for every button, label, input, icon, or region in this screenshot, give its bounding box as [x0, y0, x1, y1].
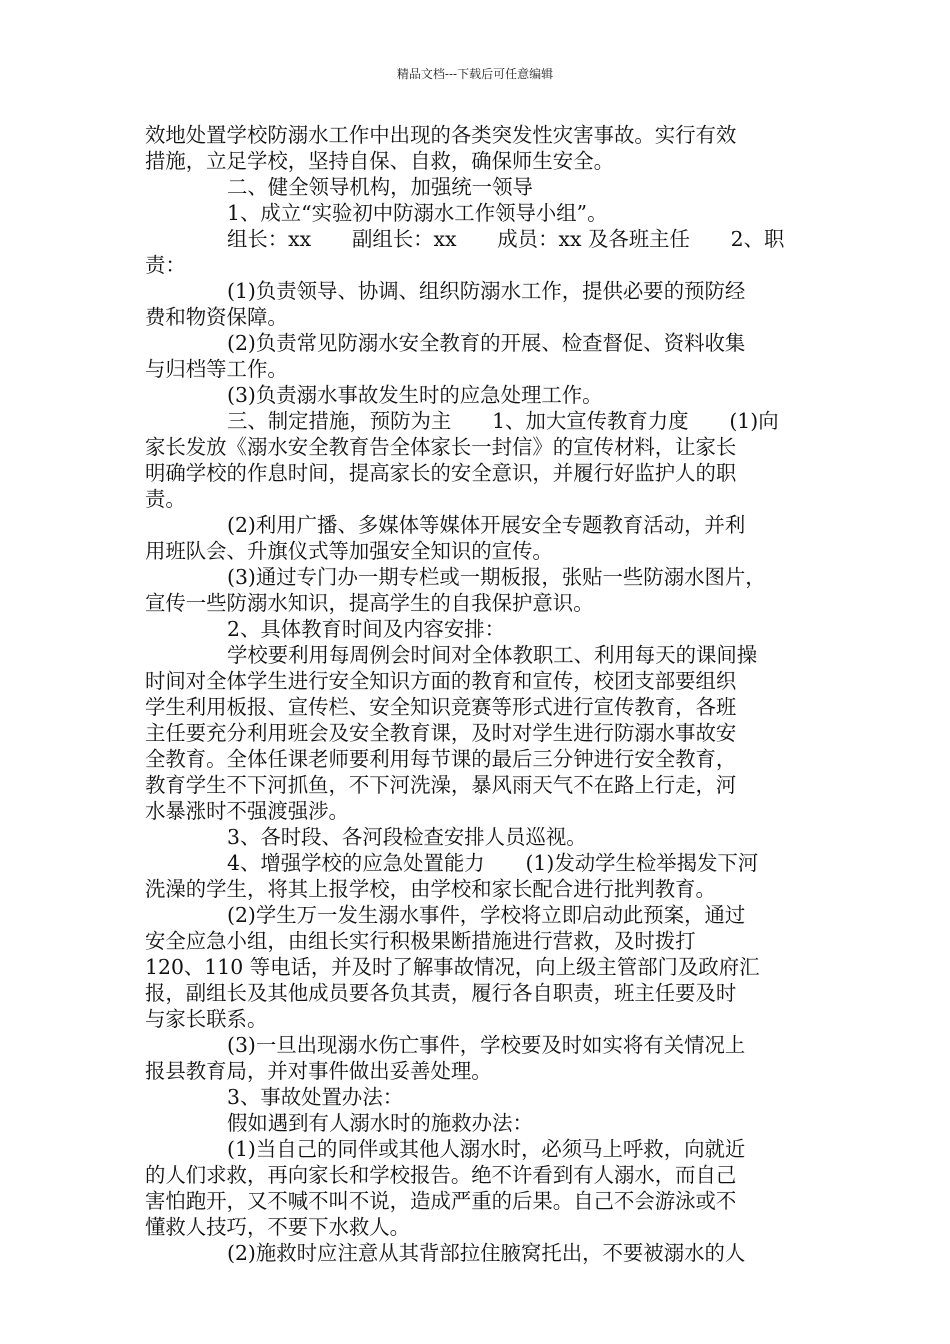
text-line: (2)利用广播、多媒体等媒体开展安全专题教育活动，并利	[227, 513, 746, 537]
text-line: 懂救人技巧，不要下水救人。	[145, 1215, 411, 1239]
text-line: 组长：xx 副组长：xx 成员：xx 及各班主任 2、职	[227, 227, 785, 251]
text-line: (2)负责常见防溺水安全教育的开展、检查督促、资料收集	[227, 331, 746, 355]
text-line: 安全应急小组，由组长实行积极果断措施进行营救，及时拨打	[145, 929, 696, 953]
text-line: 与归档等工作。	[145, 357, 288, 381]
text-line: 害怕跑开，又不喊不叫不说，造成严重的后果。自己不会游泳或不	[145, 1189, 737, 1213]
text-line: 时间对全体学生进行安全知识方面的教育和宣传，校团支部要组织	[145, 669, 737, 693]
text-line: 报县教育局，并对事件做出妥善处理。	[145, 1059, 492, 1083]
text-line: 水暴涨时不强渡强涉。	[145, 799, 349, 823]
text-line: 2、具体教育时间及内容安排：	[227, 617, 506, 641]
text-line: 学生利用板报、宣传栏、安全知识竞赛等形式进行宣传教育，各班	[145, 695, 737, 719]
text-line: 责。	[145, 487, 186, 511]
text-line: 与家长联系。	[145, 1007, 268, 1031]
text-line: 家长发放《溺水安全教育告全体家长一封信》的宣传材料，让家长	[145, 435, 737, 459]
text-line: 3、各时段、各河段检查安排人员巡视。	[227, 825, 587, 849]
document-body	[145, 122, 810, 1266]
text-line: 主任要充分利用班会及安全教育课，及时对学生进行防溺水事故安	[145, 721, 737, 745]
text-line: 费和物资保障。	[145, 305, 288, 329]
text-line: (3)一旦出现溺水伤亡事件，学校要及时如实将有关情况上	[227, 1033, 746, 1057]
text-line: 报，副组长及其他成员要各负其责，履行各自职责，班主任要及时	[145, 981, 737, 1005]
text-line: 二、健全领导机构，加强统一领导	[227, 175, 533, 199]
text-line: 假如遇到有人溺水时的施救办法：	[227, 1111, 533, 1135]
text-line: 教育学生不下河抓鱼，不下河洗澡，暴风雨天气不在路上行走，河	[145, 773, 737, 797]
text-line: (2)学生万一发生溺水事件，学校将立即启动此预案，通过	[227, 903, 746, 927]
text-line: 措施，立足学校，坚持自保、自救，确保师生安全。	[145, 149, 614, 173]
text-line: 120、110 等电话，并及时了解事故情况，向上级主管部门及政府汇	[145, 955, 760, 979]
text-line: 4、增强学校的应急处置能力 (1)发动学生检举揭发下河	[227, 851, 759, 875]
text-line: 全教育。全体任课老师要利用每节课的最后三分钟进行安全教育，	[145, 747, 737, 771]
text-line: 洗澡的学生，将其上报学校，由学校和家长配合进行批判教育。	[145, 877, 716, 901]
text-line: (3)通过专门办一期专栏或一期板报，张贴一些防溺水图片，	[227, 565, 766, 589]
text-line: 1、成立“实验初中防溺水工作领导小组”。	[227, 201, 608, 225]
text-line: (1)负责领导、协调、组织防溺水工作，提供必要的预防经	[227, 279, 746, 303]
text-line: 学校要利用每周例会时间对全体教职工、利用每天的课间操	[227, 643, 758, 667]
text-line: (1)当自己的同伴或其他人溺水时，必须马上呼救，向就近	[227, 1137, 746, 1161]
text-line: 明确学校的作息时间，提高家长的安全意识，并履行好监护人的职	[145, 461, 737, 485]
page-header: 精品文档---下载后可任意编辑	[396, 67, 554, 81]
text-line: 用班队会、升旗仪式等加强安全知识的宣传。	[145, 539, 553, 563]
text-line: 责：	[145, 253, 186, 277]
text-line: (2)施救时应注意从其背部拉住腋窝托出，不要被溺水的人	[227, 1241, 746, 1265]
text-line: 宣传一些防溺水知识，提高学生的自我保护意识。	[145, 591, 594, 615]
text-line: 3、事故处置办法：	[227, 1085, 404, 1109]
text-line: 效地处置学校防溺水工作中出现的各类突发性灾害事故。实行有效	[145, 123, 737, 147]
text-line: (3)负责溺水事故发生时的应急处理工作。	[227, 383, 603, 407]
text-line: 三、制定措施，预防为主 1、加大宣传教育力度 (1)向	[227, 409, 779, 433]
text-line: 的人们求救，再向家长和学校报告。绝不许看到有人溺水，而自己	[145, 1163, 737, 1187]
